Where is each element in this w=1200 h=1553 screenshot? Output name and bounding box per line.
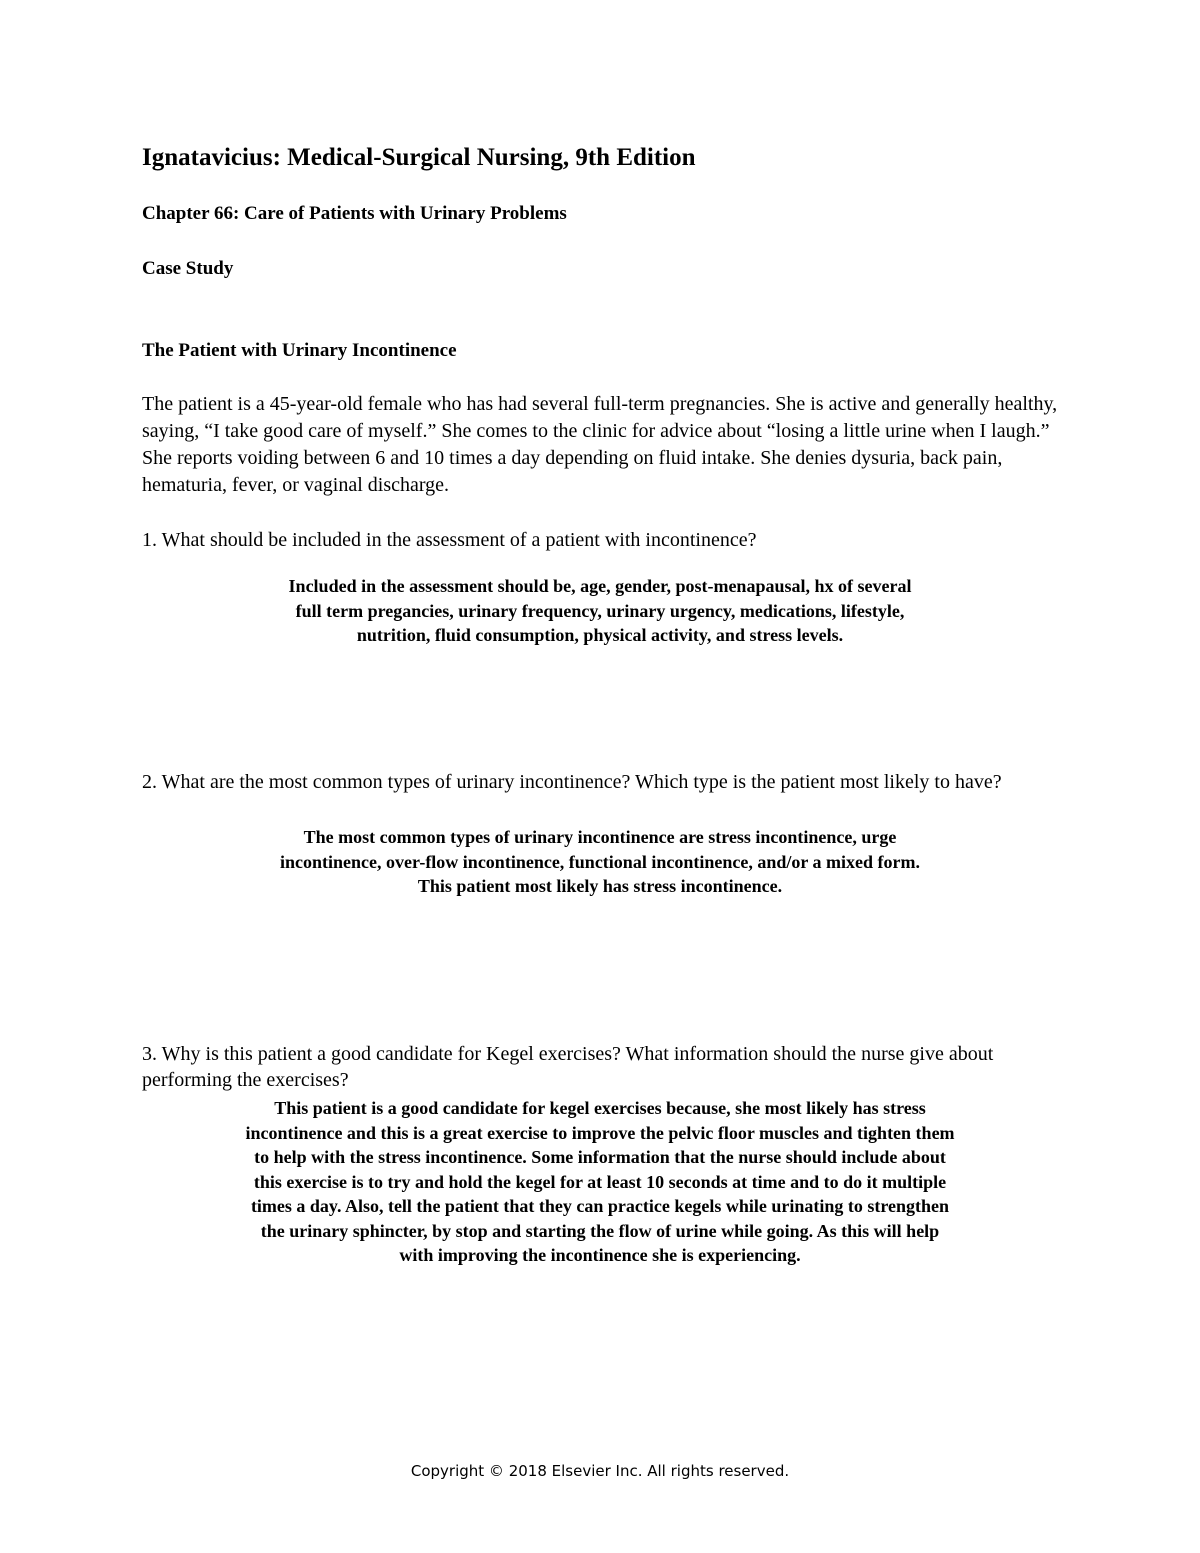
answer-3-line: to help with the stress incontinence. Some information that the nurse should include about <box>254 1147 946 1167</box>
answer-3-line: the urinary sphincter, by stop and starting the flow of urine while going. As this will help <box>260 1220 940 1241</box>
copyright-footer: Copyright © 2018 Elsevier Inc. All rights reserved. <box>410 1462 790 1480</box>
answer-1 <box>92 574 1108 648</box>
patient-scenario: The patient is a 45-year-old female who has had several full-term pregnancies. She is active and generally healthy, saying, “I take good care of myself.” She comes to the clinic for advice about “losing a little urine when I laugh.” She reports voiding between 6 and 10 times a day depending on fluid intake. She denies dysuria, back pain, hematuria, fever, or vaginal discharge. <box>142 393 1058 496</box>
section-heading: The Patient with Urinary Incontinence <box>142 340 457 361</box>
answer-1-line: nutrition, fluid consumption, physical activity, and stress levels. <box>356 625 844 645</box>
answer-3-line: this exercise is to try and hold the kegel for at least 10 seconds at time and to do it multiple <box>253 1171 947 1192</box>
answer-2-line: This patient most likely has stress incontinence. <box>417 876 783 896</box>
chapter-title: Chapter 66: Care of Patients with Urinary Problems <box>142 203 567 224</box>
book-title: Ignatavicius: Medical-Surgical Nursing, 9th Edition <box>142 144 696 171</box>
answer-1-line: full term pregancies, urinary frequency, urinary urgency, medications, lifestyle, <box>295 600 905 621</box>
answer-3-line: times a day. Also, tell the patient that they can practice kegels while urinating to strengthen <box>250 1196 950 1216</box>
answer-3-line: This patient is a good candidate for kegel exercises because, she most likely has stress <box>274 1098 926 1118</box>
answer-3-line: with improving the incontinence she is experiencing. <box>399 1245 801 1265</box>
answer-2-line: The most common types of urinary incontinence are stress incontinence, urge <box>303 827 897 847</box>
question-1: 1. What should be included in the assessment of a patient with incontinence? <box>142 529 757 551</box>
question-2: 2. What are the most common types of urinary incontinence? Which type is the patient most likely to have? <box>142 771 1002 793</box>
answer-2 <box>92 825 1108 899</box>
answer-1-line: Included in the assessment should be, age, gender, post-menapausal, hx of several <box>288 576 912 596</box>
answer-2-line: incontinence, over-flow incontinence, functional incontinence, and/or a mixed form. <box>280 851 920 872</box>
answer-3 <box>92 1096 1108 1268</box>
answer-3-line: incontinence and this is a great exercise to improve the pelvic floor muscles and tighten them <box>245 1122 955 1143</box>
question-3: 3. Why is this patient a good candidate for Kegel exercises? What information should the nurse give about performing the exercises? <box>142 1043 994 1091</box>
case-study-label: Case Study <box>142 258 234 279</box>
